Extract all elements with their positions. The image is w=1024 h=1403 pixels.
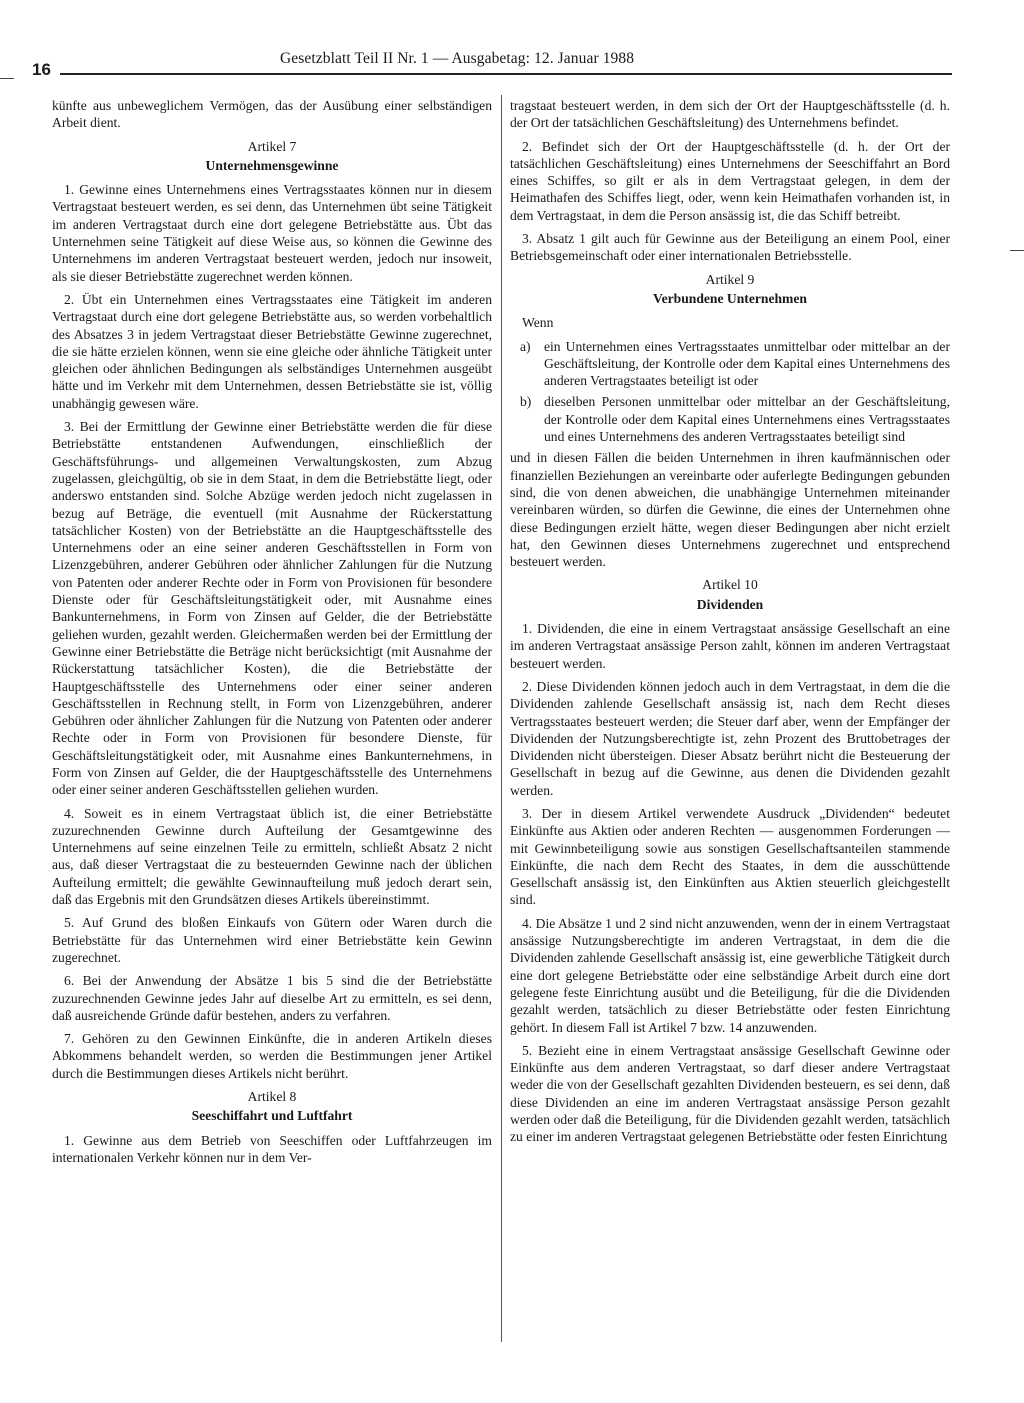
article-7-paragraph-7: 7. Gehören zu den Gewinnen Einkünfte, die in anderen Artikeln dieses Abkommens behandelt werden, so werden die Bestimmungen jener Artikel durch die Bestimmungen dieses Artikels nicht berührt. <box>52 1031 492 1081</box>
article-8-paragraph-2: 2. Befindet sich der Ort der Hauptgeschäftsstelle (d. h. der Ort der tatsächlichen Geschäftsleitung) eines Unternehmens der Seeschiffahrt an Bord eines Schiffes, so gilt er als in dem Vertragstaat gelegen, in dem der Heimathafen des Schiffes liegt, oder, wenn kein Heimathafen vorhanden ist, in dem Vertragstaat, in dem die Person ansässig ist, die das Schiff betreibt. <box>510 138 950 223</box>
article-7-paragraph-2: 2. Übt ein Unternehmen eines Vertragsstaates eine Tätigkeit im anderen Vertragstaat durch eine dort gelegene Betriebstätte aus, so werden vorbehaltlich des Absatzes 3 in jedem Vertragstaat dieser Betriebstätte Gewinne zugerechnet, die sie hätte erzielen können, wenn sie eine gleiche oder ähnliche Tätigkeit unter gleichen oder ähnlichen Bedingungen als selbständiges Unternehmen ausgeübt hätte und im Verkehr mit dem Unternehmen, dessen Betriebstätte sie ist, völlig unabhängig gewesen wäre. <box>52 291 492 411</box>
article-8-paragraph-1-end: tragstaat besteuert werden, in dem sich der Ort der Hauptgeschäftsstelle (d. h. der Ort der tatsächlichen Geschäftsleitung) des Unternehmens befindet. <box>510 98 950 131</box>
article-7-paragraph-6: 6. Bei der Anwendung der Absätze 1 bis 5 sind die der Betriebstätte zuzurechnenden Gewinne jedes Jahr auf dieselbe Art zu ermitteln, es sei denn, daß ausreichende Gründe dafür bestehen, anders zu verfahren. <box>52 973 492 1023</box>
article-7-paragraph-4: 4. Soweit es in einem Vertragstaat üblich ist, die einer Betriebstätte zuzurechnenden Gewinne durch Aufteilung der Gesamtgewinne des Unternehmens auf seine einzelnen Teile zu ermitteln, schließt Absatz 2 nicht aus, daß dieser Vertragstaat die zu besteuernden Gewinne nach der üblichen Aufteilung ermittelt; die gewählte Gewinnaufteilung muß jedoch derart sein, daß das Ergebnis mit den Grundsätzen dieses Artikels übereinstimmt. <box>52 805 492 908</box>
article-10-paragraph-2: 2. Diese Dividenden können jedoch auch in dem Vertragstaat, in dem die die Dividenden zahlende Gesellschaft ansässig ist, nach dem Recht dieses Vertragsstaates besteuert werden; die Steuer darf aber, wenn der Empfänger der Dividenden der Nutzungsberechtigte ist, zehn Prozent des Bruttobetrages der Dividenden nicht übersteigen. Dieser Absatz berührt nicht die Besteuerung der Gesellschaft in bezug auf die Gewinne, aus denen die Dividenden gezahlt werden. <box>510 678 950 798</box>
article-7-paragraph-3: 3. Bei der Ermittlung der Gewinne einer Betriebstätte werden die für diese Betriebstätte entstandenen Aufwendungen, einschließlich der Geschäftsführungs- und allgemeinen Verwaltungskosten, zum Abzug zugelassen, gleichgültig, ob sie in dem Staat, in dem die Betriebstätte liegt, oder anderswo entstanden sind. Solche Abzüge werden jedoch nicht zugelassen in bezug auf Beträge, die eventuell (mit Ausnahme der Rückerstattung tatsächlicher Kosten) von der Betriebstätte an die Hauptgeschäftsstelle des Unternehmens oder an eine seiner anderen Geschäftsstellen in Form von Lizenzgebühren, anderer Gebühren oder ähnlicher Zahlungen für die Nutzung von Patenten oder anderer Rechte oder in Form von Provisionen für besondere Dienste oder für Geschäftsleitungstätigkeit oder, mit Ausnahme eines Bankunternehmens, in Form von Zinsen auf Gelder, die der Betriebstätte geliehen wurden, gezahlt werden. Gleichermaßen werden bei der Ermittlung der Gewinne einer Betriebstätte die Beträge nicht berücksichtigt (mit Ausnahme der Rückerstattung tatsächlicher Kosten), die die Betriebstätte der Hauptgeschäftsstelle des Unternehmens oder einer seiner anderen Geschäftsstellen in Rechnung stellt, in Form von Lizenzgebühren, anderer Gebühren oder ähnlicher Zahlungen für die Nutzung von Patenten oder anderer Rechte oder in Form von Provisionen für besondere Dienste, für Geschäftsleitungstätigkeit oder, mit Ausnahme eines Bankunternehmens, in Form von Zinsen auf Gelder, die der Hauptgeschäftsstelle des Unternehmens oder einer seiner anderen Geschäftsstellen geliehen wurden. <box>52 419 492 798</box>
item-text: ein Unternehmen eines Vertragsstaates unmittelbar oder mittelbar an der Geschäftsleitung, der Kontrolle oder dem Kapital eines Unternehmens des anderen Vertragstaates beteiligt ist oder <box>544 338 950 389</box>
right-column <box>510 97 950 1152</box>
article-10-paragraph-4: 4. Die Absätze 1 und 2 sind nicht anzuwenden, wenn der in einem Vertragstaat ansässige Nutzungsberechtigte im anderen Vertragstaat, in dem die die Dividenden zahlende Gesellschaft ansässig ist, eine gewerbliche Tätigkeit durch eine dort gelegene Betriebstätte oder eine selbständige Arbeit durch eine dort gelegene feste Einrichtung ausübt und die Beteiligung, für die die Dividenden gezahlt werden, tatsächlich zu dieser Betriebstätte oder festen Einrichtung gehört. In diesem Fall ist Artikel 7 bzw. 14 anzuwenden. <box>510 915 950 1035</box>
margin-tick-middle <box>1010 250 1024 251</box>
article-10-paragraph-1: 1. Dividenden, die eine in einem Vertragstaat ansässige Gesellschaft an eine im anderen Vertragstaat ansässige Person zahlt, können im anderen Vertragstaat besteuert werden. <box>510 621 950 671</box>
article-10-paragraph-5: 5. Bezieht eine in einem Vertragstaat ansässige Gesellschaft Gewinne oder Einkünfte aus dem anderen Vertragstaat, so darf dieser andere Vertragstaat weder die von der Gesellschaft gezahlten Dividenden besteuern, es sei denn, daß diese Dividenden an eine im anderen Vertragstaat ansässige Person gezahlt werden oder daß die Beteiligung, für die Dividenden gezahlt werden, tatsächlich zu einer im anderen Vertragstaat gelegenen Betriebstätte oder festen Einrichtung <box>510 1042 950 1145</box>
article-10-title: Dividenden <box>696 596 764 612</box>
article-9-label: Artikel 9 <box>705 271 755 287</box>
article-10-label: Artikel 10 <box>702 577 758 593</box>
article-8-label: Artikel 8 <box>247 1089 297 1105</box>
article-9-item-a <box>510 338 950 390</box>
article-8-paragraph-3: 3. Absatz 1 gilt auch für Gewinne aus der Beteiligung an einem Pool, einer Betriebsgemeinschaft oder einer internationalen Betriebsstelle. <box>510 231 950 264</box>
article-9-title: Verbundene Unternehmen <box>653 290 807 306</box>
column-divider <box>501 95 502 1342</box>
carryover-paragraph: künfte aus unbeweglichem Vermögen, das der Ausübung einer selbständigen Arbeit dient. <box>52 98 492 131</box>
article-8-title: Seeschiffahrt und Luftfahrt <box>191 1108 353 1124</box>
item-marker: a) <box>520 338 531 354</box>
item-marker: b) <box>520 394 532 410</box>
article-10-paragraph-3: 3. Der in diesem Artikel verwendete Ausdruck „Dividenden“ bedeutet Einkünfte aus Aktien oder anderen Rechten — ausgenommen Forderungen — mit Gewinnbeteiligung sowie aus sonstigen Gesellschaftsanteilen stammende Einkünfte, die nach dem Recht des Staates, in dem die ausschüttende Gesellschaft ansässig ist, den Einkünften aus Aktien steuerlich gleichgestellt sind. <box>510 805 950 908</box>
page-number: 16 <box>32 60 51 79</box>
article-8-paragraph-1-start: 1. Gewinne aus dem Betrieb von Seeschiffen oder Luftfahrzeugen im internationalen Verkehr können nur in dem Ver- <box>52 1132 492 1165</box>
header-rule <box>60 73 952 75</box>
article-9-intro: Wenn <box>522 315 554 331</box>
margin-tick-top <box>0 78 14 79</box>
item-text: dieselben Personen unmittelbar oder mittelbar an der Geschäftsleitung, der Kontrolle oder dem Kapital eines Unternehmens eines Vertragsstaates und eines Unternehmens des anderen Vertragsstaates beteiligt sind <box>544 394 950 445</box>
article-7-title: Unternehmensgewinne <box>205 157 339 173</box>
article-7-label: Artikel 7 <box>247 138 297 154</box>
article-7-paragraph-5: 5. Auf Grund des bloßen Einkaufs von Gütern oder Waren durch die Betriebstätte für das Unternehmen wird einer Betriebstätte kein Gewinn zugerechnet. <box>52 915 492 965</box>
article-7-paragraph-1: 1. Gewinne eines Unternehmens eines Vertragsstaates können nur in diesem Vertragstaat besteuert werden, es sei denn, das Unternehmen übt seine Tätigkeit im anderen Vertragstaat durch eine dort gelegene Betriebstätte aus. Übt das Unternehmen seine Tätigkeit auf diese Weise aus, so können die Gewinne des Unternehmens im anderen Vertragstaat besteuert werden, jedoch nur insoweit, als sie dieser Betriebstätte zugerechnet werden können. <box>52 182 492 284</box>
article-9-closing: und in diesen Fällen die beiden Unternehmen in ihren kaufmännischen oder finanziellen Beziehungen an vereinbarte oder auferlegte Bedingungen gebunden sind, die von denen abweichen, die unabhängige Unternehmen miteinander vereinbaren würden, so dürfen die Gewinne, die eines der Unternehmen ohne diese Bedingungen erzielt hätte, wegen dieser Bedingungen aber nicht erzielt hat, den Gewinnen dieses Unternehmens zugerechnet und entsprechend besteuert werden. <box>510 450 950 570</box>
running-header: Gesetzblatt Teil II Nr. 1 — Ausgabetag: 12. Januar 1988 <box>280 50 635 67</box>
article-9-item-b <box>510 393 950 445</box>
left-column <box>52 97 492 1172</box>
